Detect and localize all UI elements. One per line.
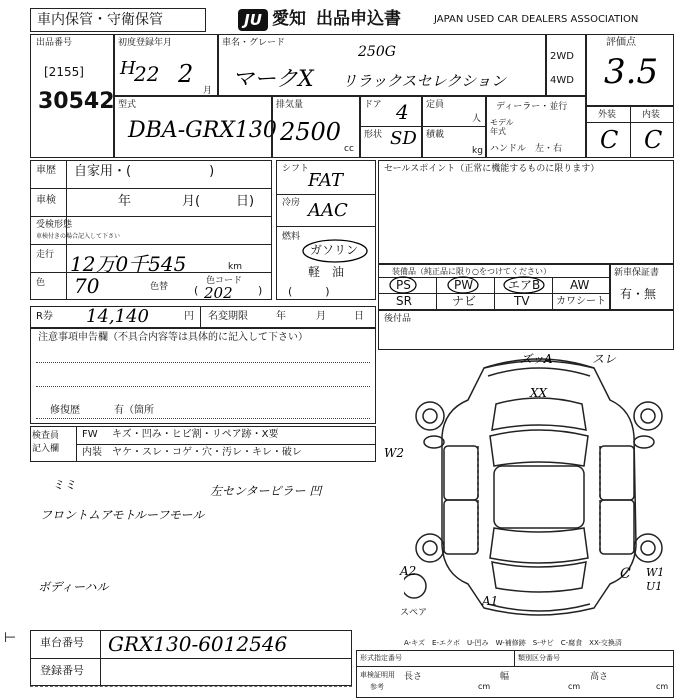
mark-right-w1: W1 [646, 566, 665, 579]
inspector-row-divider [76, 444, 376, 445]
col-divider-label [66, 160, 67, 300]
mark-front-scratch: スレ [592, 352, 617, 366]
shape-label: 形状 [364, 130, 383, 140]
chassis-label-divider [100, 630, 101, 686]
drive-4wd: 4WD [550, 75, 574, 86]
first-reg-year: 22 [134, 62, 160, 86]
equip-ps: PS [396, 278, 411, 292]
inspector-row2-head: 内装 [82, 447, 102, 458]
mark-front-a: ズッA [520, 352, 553, 366]
height-label: 高さ [590, 672, 609, 682]
inspector-row2: ヤケ・スレ・コゲ・穴・汚レ・キレ・破レ [112, 447, 302, 458]
color-code-label: 色コード [206, 276, 243, 286]
mark-rear-a2: A2 [400, 564, 417, 578]
chassis-divider [30, 658, 352, 659]
color-value: 70 [74, 274, 100, 298]
storage-label-box [30, 8, 206, 32]
receipt-label: 受検形態 [36, 220, 73, 230]
sales-point-label: セールスポイント（正常に機能するものに限ります） [384, 164, 600, 174]
cooler-value: AAC [308, 200, 348, 221]
model-label: 車名・グレード [222, 38, 286, 48]
inspector-label: 検査員 記入欄 [32, 431, 60, 454]
equip-leather: カワシート [556, 296, 606, 307]
shift-divider [276, 194, 376, 195]
cert-label: 車検証明用 [360, 671, 395, 679]
registration-label: 登録番号 [40, 664, 84, 677]
ext-label: 外装 [598, 110, 617, 120]
equip-navi: ナビ [452, 294, 477, 308]
displacement-value: 2500 [280, 118, 342, 146]
chassis-value: GRX130-6012546 [108, 632, 288, 656]
left-margin-mark: ⊢ [4, 630, 17, 646]
cooler-divider [276, 226, 376, 227]
ext-value: C [600, 126, 619, 154]
equip-airbag: エアB [508, 278, 541, 292]
displacement-label: 排気量 [276, 100, 304, 110]
mileage-value: 12万0千545 [70, 252, 187, 276]
color-label: 色 [36, 278, 46, 288]
name-change-label: 名変期限 [208, 311, 248, 322]
inspection-label: 車検 [36, 195, 56, 206]
color-code-value: 202 [204, 284, 233, 302]
form-approval-vdivider [514, 650, 515, 666]
height-cm: cm [656, 682, 669, 691]
warranty-label: 新車保証書 [614, 268, 660, 278]
equip-ps-circle [388, 276, 418, 294]
fuel-gasoline: ガソリン [310, 243, 359, 257]
doors-label: ドア [364, 100, 382, 110]
lot-label: 出品番号 [36, 38, 73, 48]
recycle-divider [200, 306, 201, 328]
color-paren-open: ( [194, 284, 199, 297]
drive-2wd: 2WD [550, 51, 574, 62]
load-label: 積載 [426, 130, 445, 140]
first-reg-era: H [120, 58, 136, 79]
equip-tv: TV [514, 294, 530, 308]
equip-pw: PW [454, 278, 474, 292]
model-engine-note: 250G [358, 44, 396, 60]
recycle-label: R券 [36, 311, 53, 322]
mark-right-c: C [620, 566, 631, 582]
name-change-day: 日 [354, 311, 364, 322]
equip-col-2 [494, 277, 495, 310]
after-fit-label: 後付品 [384, 314, 412, 324]
storage-label: 車内保管・守衛保管 [37, 12, 163, 28]
note-handwritten-1: ミミ [52, 478, 77, 492]
displacement-unit: cc [344, 144, 354, 154]
lot-number: 30542 [38, 89, 115, 114]
shape-value: SD [390, 128, 417, 149]
equip-col-3 [552, 277, 553, 310]
note-handwritten-4: 左センターピラー 凹 [210, 484, 322, 498]
doors-value: 4 [396, 100, 409, 124]
capacity-divider [422, 126, 486, 127]
history-value: 自家用・( ) [74, 164, 215, 179]
receipt-note: 車検付きの場合記入して下さい [36, 233, 121, 240]
model-year-label: モデル 年式 [490, 118, 514, 136]
first-reg-month-unit: 月 [203, 86, 213, 96]
warranty-options: 有・無 [620, 287, 657, 301]
mark-rear-a1: A1 [482, 594, 499, 608]
lot-sub-number: [2155] [44, 65, 84, 79]
note-handwritten-3: ルーフモール [134, 508, 205, 522]
width-cm: cm [568, 682, 581, 691]
type-value: DBA-GRX130 [128, 118, 277, 143]
ref-label: 参考 [370, 683, 384, 691]
history-label: 車歴 [36, 165, 56, 176]
ext-int-divider [630, 106, 631, 158]
spare-label: スペア [400, 608, 428, 618]
first-reg-month: 2 [178, 60, 194, 88]
inspection-day: 日) [236, 194, 255, 209]
model-name: マークX [232, 67, 314, 92]
equipment-label: 装備品（純正品に限り○をつけてください） [392, 267, 551, 276]
color-paren-close: ) [258, 284, 263, 297]
mileage-label: 走行 [36, 250, 55, 260]
equip-aw: AW [570, 278, 590, 292]
notes-line-3 [36, 418, 370, 419]
shift-label: シフト [282, 164, 310, 174]
dealer-label: ディーラー・並行 [496, 102, 568, 112]
score-label: 評価点 [606, 37, 636, 48]
shift-value: FAT [308, 170, 343, 191]
equip-pw-circle [446, 276, 480, 294]
gasoline-circle [300, 238, 370, 264]
length-label: 長さ [404, 672, 423, 682]
type-label: 型式 [118, 100, 137, 110]
form-approval-divider [356, 666, 674, 667]
inspector-row1-head: FW [82, 429, 98, 440]
drive-box [546, 34, 586, 96]
int-value: C [644, 126, 663, 154]
fuel-diesel: 軽 油 [308, 265, 345, 279]
load-unit: kg [472, 146, 483, 156]
note-handwritten-2: フロントムアモト [40, 508, 136, 522]
notes-line-1 [36, 362, 370, 363]
model-grade: リラックスセレクション [342, 72, 506, 90]
form-subtitle: JAPAN USED CAR DEALERS ASSOCIATION [434, 14, 639, 25]
note-handwritten-5: ボディーハル [38, 580, 109, 594]
capacity-label: 定員 [426, 100, 445, 110]
mark-right-u1: U1 [646, 580, 663, 593]
class-label: 類別区分番号 [518, 654, 560, 662]
inspector-row1: キズ・凹み・ヒビ割・リペア跡・X要 [112, 429, 279, 440]
width-label: 幅 [500, 672, 510, 682]
fuel-paren: ( ) [288, 285, 330, 298]
brand-logo: JU [238, 9, 268, 31]
recycle-yen: 円 [184, 311, 194, 322]
name-change-month: 月 [316, 311, 326, 322]
equip-sr: SR [396, 294, 412, 308]
inspection-month: 月( [182, 194, 201, 209]
equip-airbag-circle [502, 276, 546, 294]
form-title: 出品申込書 [316, 9, 401, 29]
brand-name: 愛知 [272, 9, 306, 29]
handle-label: ハンドル 左・右 [490, 144, 563, 154]
notes-label: 注意事項申告欄（不具合内容等は具体的に記入して下さい） [38, 332, 308, 343]
mark-left-w2: W2 [384, 446, 404, 460]
length-cm: cm [478, 682, 491, 691]
repair-value: 有（箇所 [114, 405, 154, 416]
first-reg-label: 初度登録年月 [118, 38, 173, 48]
chassis-label: 車台番号 [40, 636, 84, 649]
mark-bonnet-xx: XX [530, 386, 548, 400]
equip-col-1 [436, 277, 437, 310]
sales-point-box [378, 160, 674, 264]
after-fit-box [378, 310, 674, 350]
color-change-label: 色替 [150, 282, 169, 292]
repair-label: 修復歴 [50, 405, 80, 416]
name-change-year: 年 [276, 311, 286, 322]
capacity-unit: 人 [472, 114, 482, 124]
fuel-label: 燃料 [282, 232, 301, 242]
mileage-unit: km [228, 262, 242, 272]
registration-dots [30, 686, 352, 699]
recycle-value: 14,140 [86, 306, 149, 327]
inspection-year: 年 [118, 194, 132, 209]
legend-text: A-キズ E-エクボ U-凹み W-補修跡 S-サビ C-腐食 XX-交換済 [404, 639, 622, 647]
cooler-label: 冷房 [282, 198, 301, 208]
doors-divider [360, 126, 422, 127]
ext-int-hdivider [586, 122, 674, 123]
form-approval-label: 形式指定番号 [360, 654, 402, 662]
notes-line-2 [36, 386, 370, 387]
int-label: 内装 [642, 110, 661, 120]
score-value: 3.5 [604, 52, 659, 92]
